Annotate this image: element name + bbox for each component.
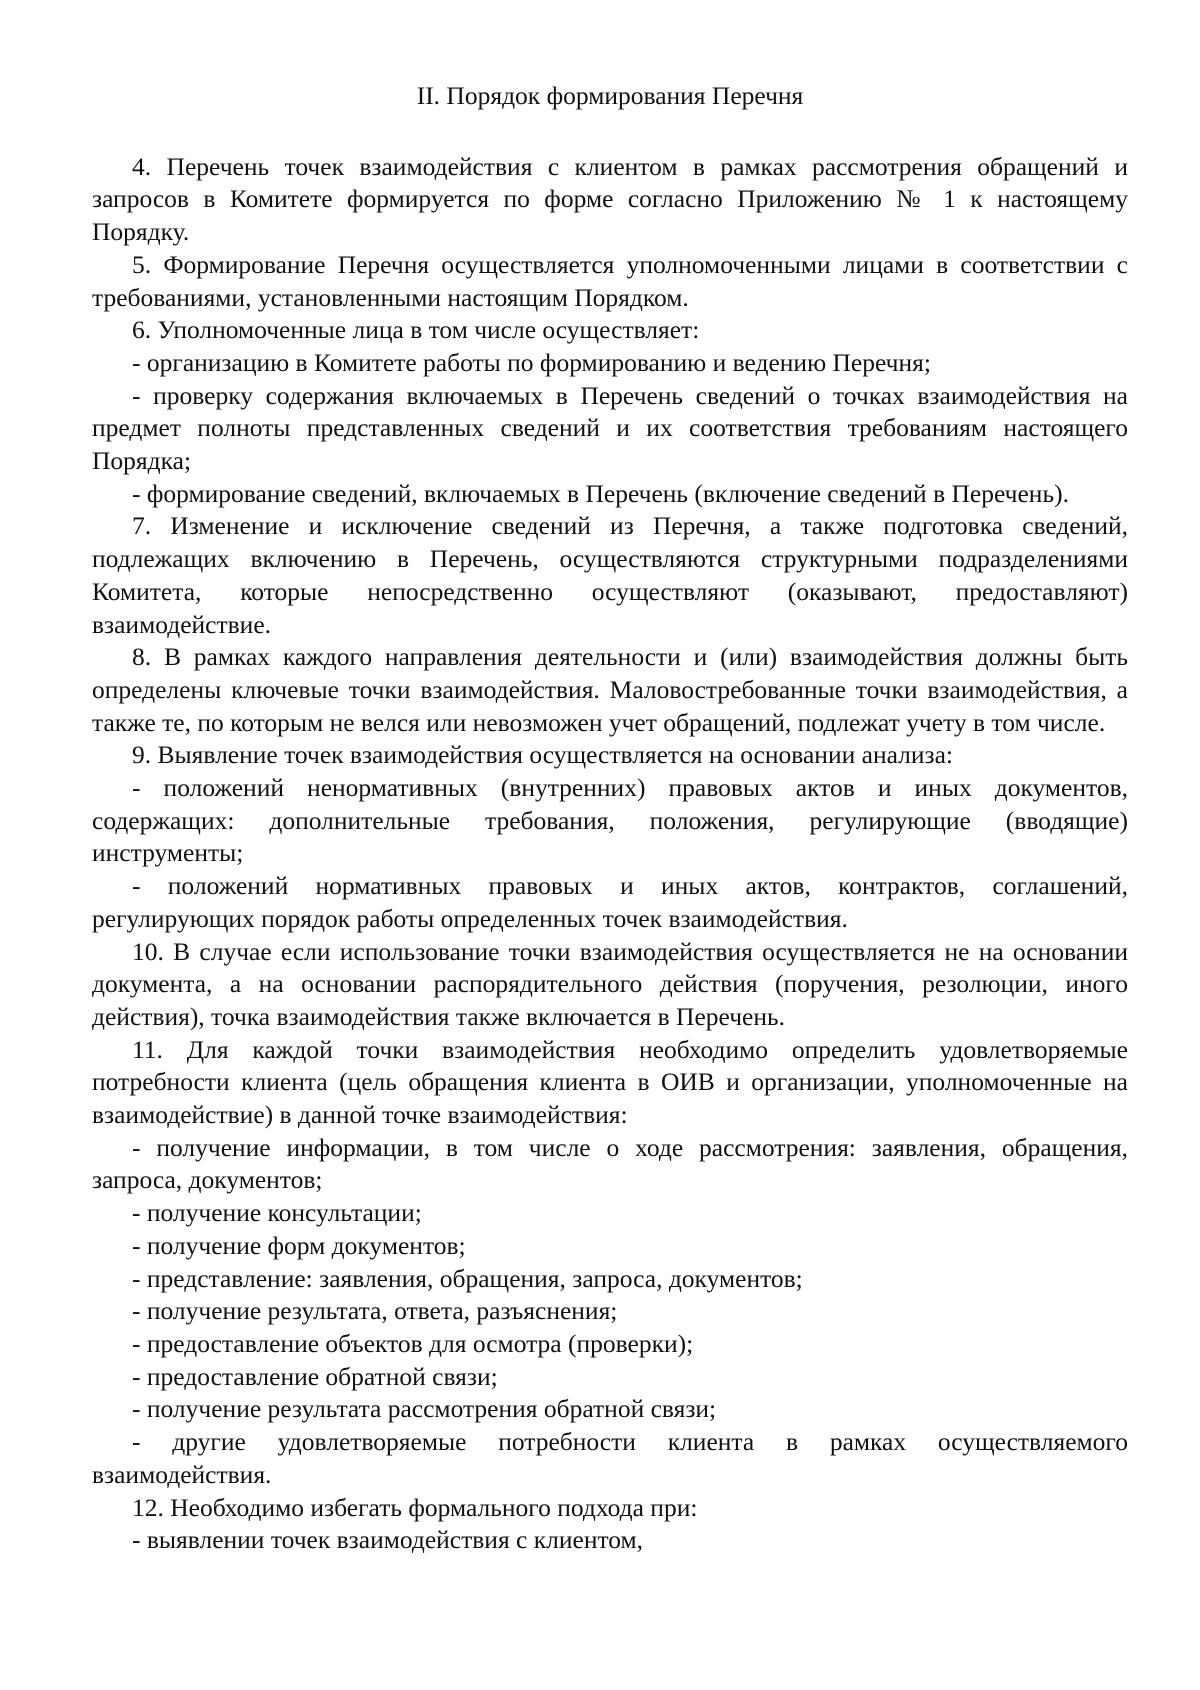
list-item: - проверку содержания включаемых в Перечень сведений о точках взаимодействия на предмет полноты представленных сведений и их соответствия требованиям настоящего Порядка;: [92, 380, 1128, 476]
list-item: - положений нормативных правовых и иных актов, контрактов, соглашений, регулирующих порядок работы определенных точек взаимодействия.: [92, 871, 1128, 933]
paragraph-11: 11. Для каждой точки взаимодействия необходимо определить удовлетворяемые потребности клиента (цель обращения клиента в ОИВ и организации, уполномоченные на взаимодействие) в данной точке взаимодействия:: [92, 1034, 1128, 1130]
list-item: - выявлении точек взаимодействия с клиентом,: [132, 1525, 644, 1555]
paragraph-10: 10. В случае если использование точки взаимодействия осуществляется не на основании документа, а на основании распорядительного действия (поручения, резолюции, иного действия), точка взаимодействия также включается в Перечень.: [92, 936, 1128, 1031]
paragraph-12: 12. Необходимо избегать формального подхода при:: [132, 1492, 698, 1522]
document-page: [92, 0, 1128, 1557]
list-item: - получение информации, в том числе о ходе рассмотрения: заявления, обращения, запроса, документов;: [92, 1132, 1128, 1195]
paragraph-7: 7. Изменение и исключение сведений из Перечня, а также подготовка сведений, подлежащих включению в Перечень, осуществляются структурными подразделениями Комитета, которые непосредственно осуществляют (оказывают, предоставляют) взаимодействие.: [92, 511, 1128, 639]
list-item: - предоставление объектов для осмотра (проверки);: [132, 1329, 694, 1358]
section-heading: II. Порядок формирования Перечня: [416, 81, 804, 110]
paragraph-6: 6. Уполномоченные лица в том числе осуществляет:: [132, 315, 700, 345]
list-item: - получение результата, ответа, разъяснения;: [132, 1296, 618, 1326]
list-item: - получение форм документов;: [132, 1230, 466, 1260]
paragraph-8: 8. В рамках каждого направления деятельности и (или) взаимодействия должны быть определены ключевые точки взаимодействия. Маловостребованные точки взаимодействия, а также те, по которым не велся или невозможен учет обращений, подлежат учету в том числе.: [92, 642, 1128, 737]
list-item: - получение результата рассмотрения обратной связи;: [132, 1394, 717, 1424]
list-item: - предоставление обратной связи;: [132, 1361, 498, 1391]
list-item: - представление: заявления, обращения, запроса, документов;: [132, 1263, 803, 1293]
list-item: - получение консультации;: [132, 1198, 422, 1228]
paragraph-4: 4. Перечень точек взаимодействия с клиентом в рамках рассмотрения обращений и запросов в Комитете формируется по форме согласно Приложению № 1 к настоящему Порядку.: [92, 151, 1128, 247]
list-item: - организацию в Комитете работы по формированию и ведению Перечня;: [132, 347, 931, 377]
paragraph-5: 5. Формирование Перечня осуществляется уполномоченными лицами в соответствии с требованиями, установленными настоящим Порядком.: [92, 249, 1128, 312]
document-body: [92, 151, 1128, 1557]
list-item: - формирование сведений, включаемых в Перечень (включение сведений в Перечень).: [132, 478, 1069, 508]
paragraph-9: 9. Выявление точек взаимодействия осуществляется на основании анализа:: [132, 740, 953, 770]
list-item: - положений ненормативных (внутренних) правовых актов и иных документов, содержащих: дополнительные требования, положения, регулирующие (вводящие) инструменты;: [92, 773, 1128, 868]
list-item: - другие удовлетворяемые потребности клиента в рамках осуществляемого взаимодействия.: [92, 1427, 1128, 1489]
